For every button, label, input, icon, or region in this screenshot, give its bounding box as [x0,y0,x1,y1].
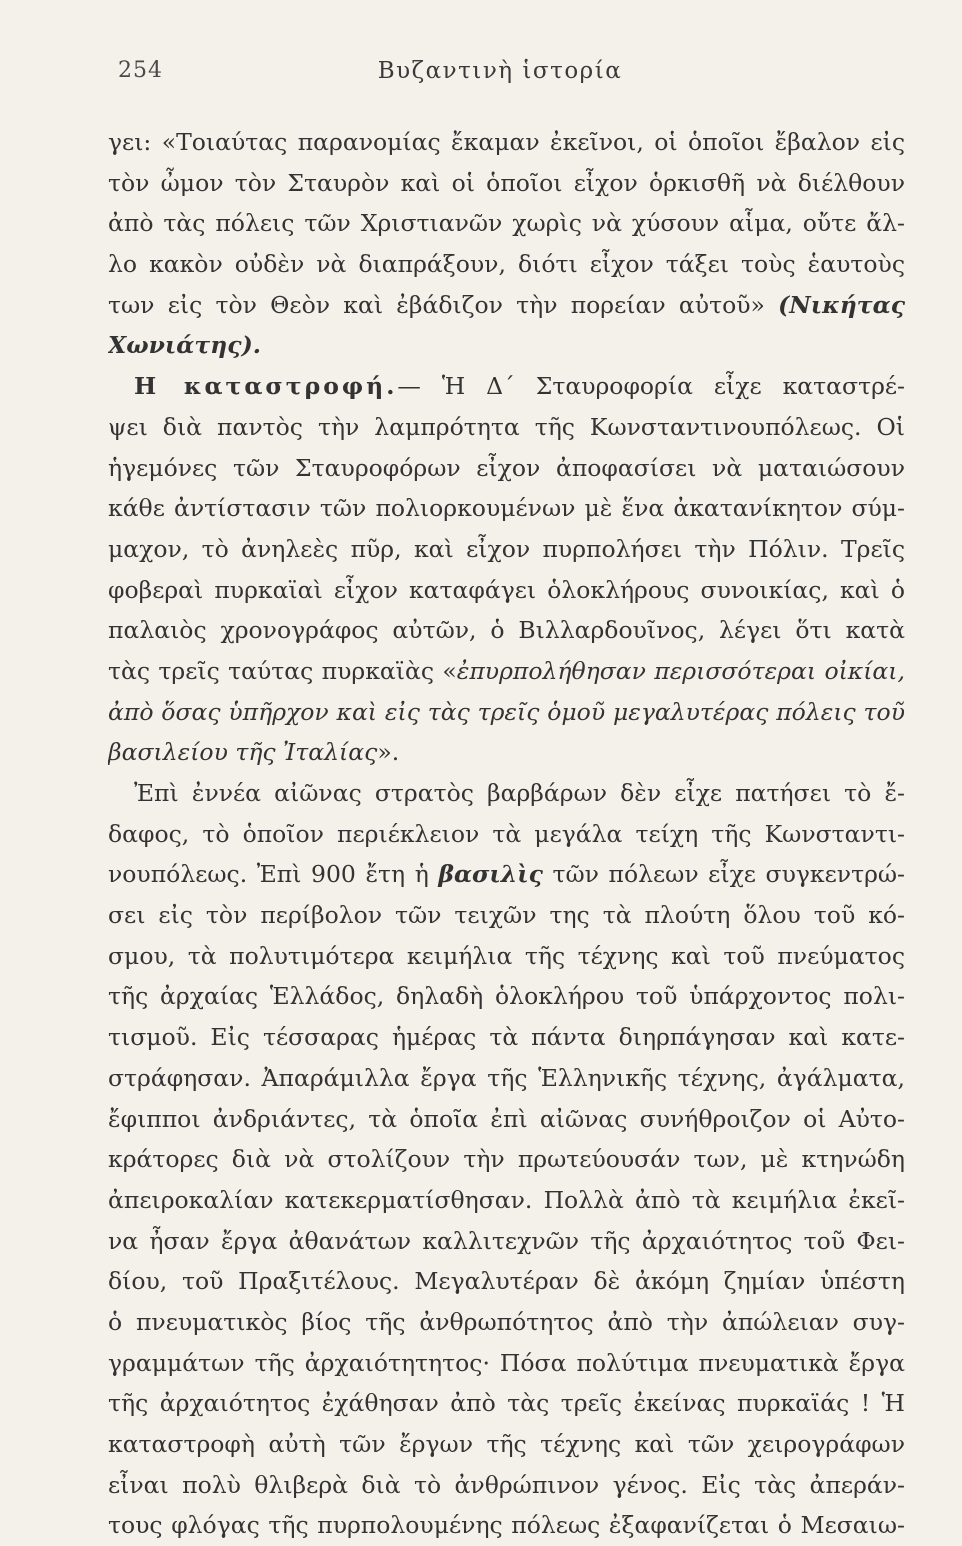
text-segment: να ἦσαν ἔργα ἀθανάτων καλλιτεχνῶν τῆς ἀρχαιότητος τοῦ Φει- [108,1226,905,1255]
text-line [108,1505,905,1546]
text-line [108,1383,905,1424]
page-header [108,58,892,98]
text-segment: τῆς ἀρχαίας Ἑλλάδος, δηλαδὴ ὁλοκλήρου τοῦ ὑπάρχοντος πολι- [108,982,905,1011]
text-segment: δίου, τοῦ Πραξιτέλους. Μεγαλυτέραν δὲ ἀκόμη ζημίαν ὑπέστη [108,1267,905,1296]
text-segment: κράτορες διὰ νὰ στολίζουν τὴν πρωτεύουσάν των, μὲ κτηνώδη [108,1145,905,1174]
text-line [108,1180,905,1221]
text-line [108,895,905,936]
text-segment: νουπόλεως. Ἐπὶ 900 ἔτη ἡ [108,860,439,889]
text-line [108,244,905,285]
text-line [108,407,905,448]
text-line [108,814,905,855]
text-segment: μαχον, τὸ ἀνηλεὲς πῦρ, καὶ εἶχον πυρπολήσει τὴν Πόλιν. Τρεῖς [108,534,905,563]
text-line [108,1099,905,1140]
text-body [108,122,905,1546]
text-segment: βασιλὶς [438,860,543,889]
text-segment: ἐπυρπολήθησαν περισσότεραι οἰκίαι, [456,656,905,685]
text-line [108,936,905,977]
text-line [108,773,905,814]
text-line [108,1058,905,1099]
page-number: 254 [118,58,163,83]
text-segment: σμου, τὰ πολυτιμότερα κειμήλια τῆς τέχνης καὶ τοῦ πνεύματος [108,941,905,970]
text-line [108,488,905,529]
text-line [108,366,905,407]
text-segment: τῶν πόλεων εἶχε συγκεντρώ- [542,860,905,889]
text-segment: στράφησαν. Ἀπαράμιλλα ἔργα τῆς Ἑλληνικῆς τέχνης, ἀγάλματα, [108,1063,905,1092]
text-line [108,203,905,244]
text-segment: δαφος, τὸ ὁποῖον περιέκλειον τὰ μεγάλα τείχη τῆς Κωνσταντι- [108,819,905,848]
text-line [108,1261,905,1302]
text-line [108,570,905,611]
text-segment: τους φλόγας τῆς πυρπολουμένης πόλεως ἐξαφανίζεται ὁ Μεσαιω- [108,1511,905,1540]
text-line [108,529,905,570]
text-line [108,1343,905,1384]
text-segment: (Νικήτας [778,290,905,319]
text-segment: βασιλείου τῆς Ἰταλίας [108,738,378,767]
text-line [108,285,905,326]
text-line [108,854,905,895]
text-line [108,976,905,1017]
text-segment: κάθε ἀντίστασιν τῶν πολιορκουμένων μὲ ἕνα ἀκατανίκητον σύμ- [108,494,905,523]
text-line [108,1302,905,1343]
text-segment: Ἐπὶ ἐννέα αἰῶνας στρατὸς βαρβάρων δὲν εἶχε πατήσει τὸ ἔ- [134,779,905,807]
text-line [108,1465,905,1506]
text-segment: ἡγεμόνες τῶν Σταυροφόρων εἶχον ἀποφασίσει νὰ ματαιώσουν [108,453,905,482]
text-line [108,651,905,692]
text-segment: τὰς τρεῖς ταύτας πυρκαϊὰς « [108,656,457,685]
text-segment: τισμοῦ. Εἰς τέσσαρας ἡμέρας τὰ πάντα διηρπάγησαν καὶ κατε- [108,1023,905,1052]
text-segment: παλαιὸς χρονογράφος αὐτῶν, ὁ Βιλλαρδουῖνος, λέγει ὅτι κατὰ [108,616,905,645]
text-segment: λο κακὸν οὐδὲν νὰ διαπράξουν, διότι εἶχον τάξει τοὺς ἑαυτοὺς [108,250,905,279]
text-segment: σει εἰς τὸν περίβολον τῶν τειχῶν της τὰ πλούτη ὅλου τοῦ κό- [108,901,905,930]
text-segment: γραμμάτων τῆς ἀρχαιότητητος· Πόσα πολύτιμα πνευματικὰ ἔργα [108,1348,905,1377]
text-segment: ψει διὰ παντὸς τὴν λαμπρότητα τῆς Κωνσταντινουπόλεως. Οἱ [108,412,905,441]
text-line [108,1139,905,1180]
text-line [108,610,905,651]
text-segment: ἀπὸ ὅσας ὑπῆρχον καὶ εἰς τὰς τρεῖς ὁμοῦ μεγαλυτέρας πόλεις τοῦ [108,697,905,726]
text-line [108,325,905,366]
text-segment: καταστροφὴ αὐτὴ τῶν ἔργων τῆς τέχνης καὶ τῶν χειρογράφων [108,1430,905,1458]
text-line [108,1424,905,1465]
text-segment: ἀπειροκαλίαν κατεκερματίσθησαν. Πολλὰ ἀπὸ τὰ κειμήλια ἐκεῖ- [108,1185,905,1214]
text-segment: ἀπὸ τὰς πόλεις τῶν Χριστιανῶν χωρὶς νὰ χύσουν αἷμα, οὔτε ἄλ- [108,209,905,238]
text-segment: των εἰς τὸν Θεὸν καὶ ἐβάδιζον τὴν πορείαν αὐτοῦ» [108,290,779,319]
text-line [108,732,905,773]
text-segment: γει: «Τοιαύτας παρανομίας ἔκαμαν ἐκεῖνοι, οἱ ὁποῖοι ἔβαλον εἰς [108,128,905,156]
text-segment: τὸν ὦμον τὸν Σταυρὸν καὶ οἱ ὁποῖοι εἶχον ὁρκισθῆ νὰ διέλθουν [108,168,905,197]
text-segment: ὁ πνευματικὸς βίος τῆς ἀνθρωπότητος ἀπὸ τὴν ἀπώλειαν συγ- [108,1307,905,1336]
text-line [108,692,905,733]
text-line [108,163,905,204]
text-segment: ἔφιπποι ἀνδριάντες, τὰ ὁποῖα ἐπὶ αἰῶνας συνήθροιζον οἱ Αὐτο- [108,1104,905,1133]
text-segment: — Ἡ Δ΄ Σταυροφορία εἶχε καταστρέ- [397,372,905,401]
text-line [108,1017,905,1058]
text-segment: ». [377,738,400,767]
text-line [108,448,905,489]
text-segment: φοβεραὶ πυρκαϊαὶ εἶχον καταφάγει ὁλοκλήρους συνοικίας, καὶ ὁ [108,575,905,604]
text-line [108,122,905,163]
text-segment: Χωνιάτης). [108,331,261,360]
running-title: Βυζαντινὴ ἱστορία [377,58,623,84]
text-line [108,1221,905,1262]
text-segment: Η καταστροφή. [134,372,398,401]
text-segment: εἶναι πολὺ θλιβερὰ διὰ τὸ ἀνθρώπινον γένος. Εἰς τὰς ἀπεράν- [108,1470,905,1499]
text-segment: τῆς ἀρχαιότητος ἐχάθησαν ἀπὸ τὰς τρεῖς ἐκείνας πυρκαϊάς ! Ἡ [108,1389,905,1418]
